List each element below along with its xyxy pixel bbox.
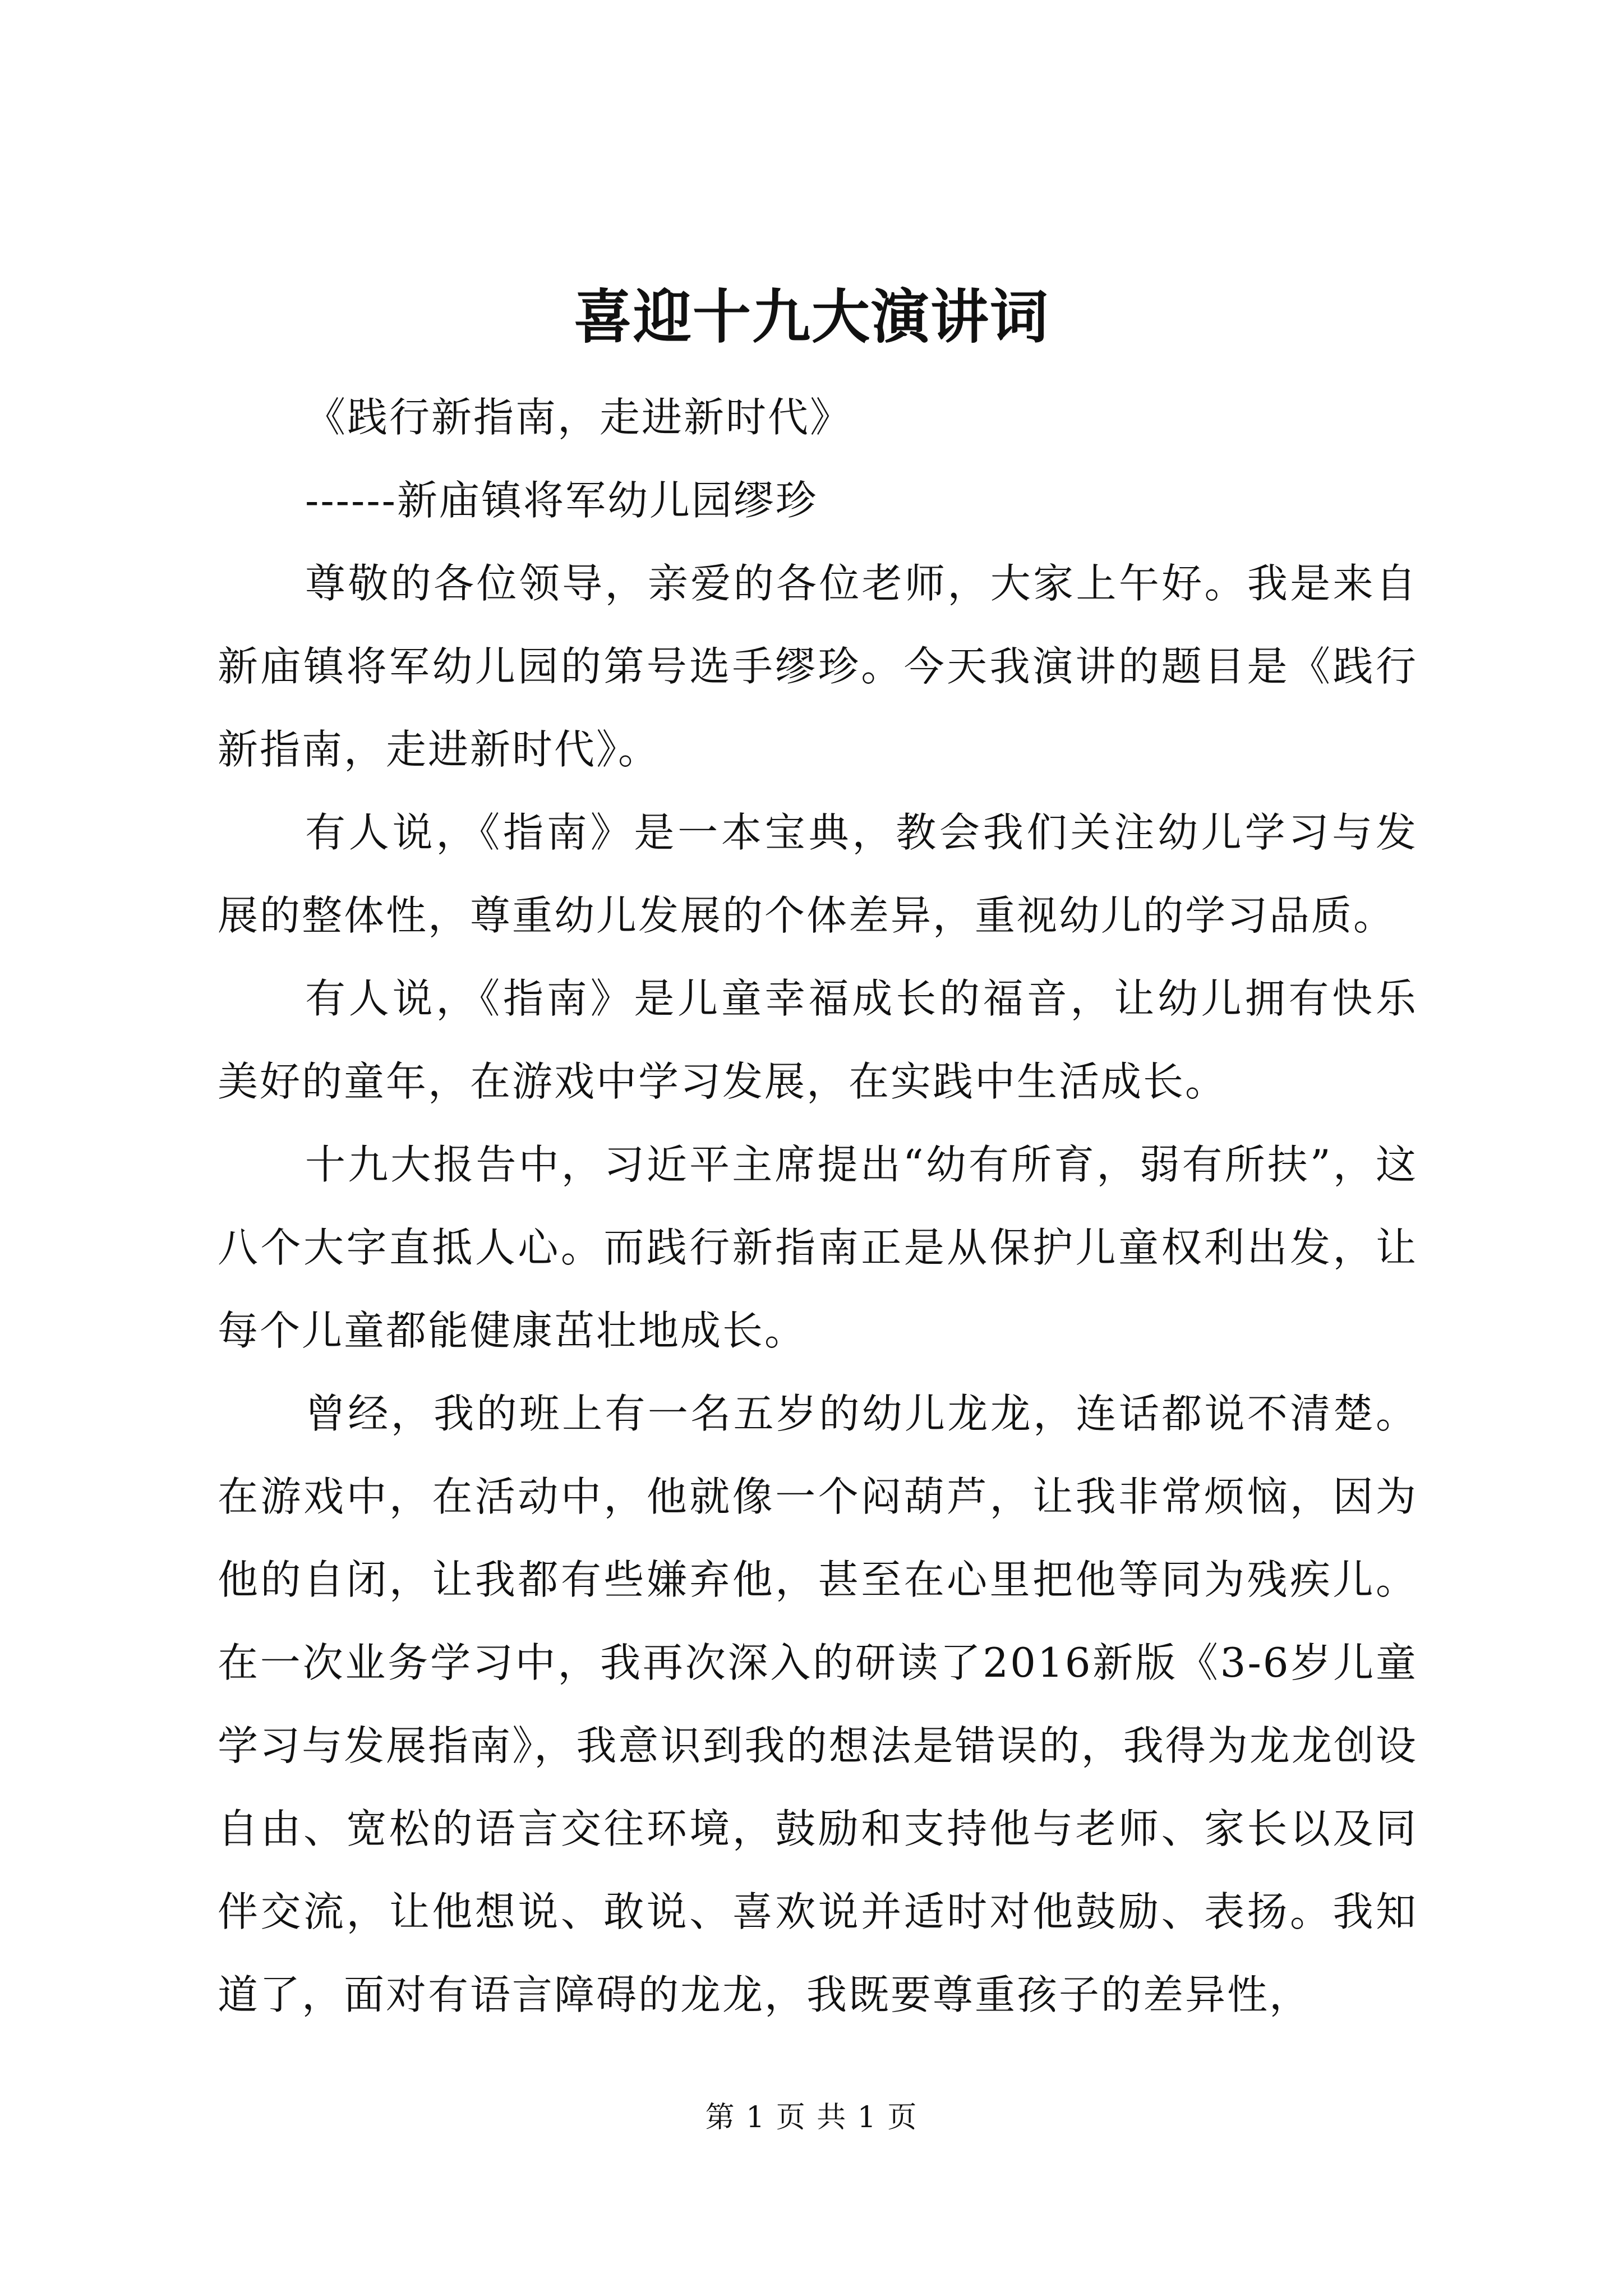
document-title: 喜迎十九大演讲词	[573, 282, 1049, 351]
paragraph-longlong-story: 曾经，我的班上有一名五岁的幼儿龙龙，连话都说不清楚。在游戏中，在活动中，他就像一个闷葫芦，让我非常烦恼，因为他的自闭，让我都有些嫌弃他，甚至在心里把他等同为残疾儿。在一次业务学习中，我再次深入的研读了2016新版《3-6岁儿童学习与发展指南》，我意识到我的想法是错误的，我得为龙龙创设自由、宽松的语言交往环境，鼓励和支持他与老师、家长以及同伴交流，让他想说、敢说、喜欢说并适时对他鼓励、表扬。我知道了，面对有语言障碍的龙龙，我既要尊重孩子的差异性，	[218, 1390, 1418, 2018]
speech-byline: ------新庙镇将军幼儿园缪珍	[305, 477, 818, 524]
paragraph-greeting: 尊敬的各位领导，亲爱的各位老师，大家上午好。我是来自新庙镇将军幼儿园的第号选手缪珍。今天我演讲的题目是《践行新指南，走进新时代》。	[218, 560, 1418, 773]
paragraph-congress-report: 十九大报告中，习近平主席提出“幼有所育，弱有所扶”，这八个大字直抵人心。而践行新指南正是从保护儿童权利出发，让每个儿童都能健康茁壮地成长。	[218, 1141, 1418, 1354]
speech-subtitle: 《践行新指南，走进新时代》	[305, 394, 852, 441]
paragraph-guide-treasure: 有人说，《指南》是一本宝典，教会我们关注幼儿学习与发展的整体性，尊重幼儿发展的个体差异，重视幼儿的学习品质。	[218, 809, 1418, 939]
document-body	[218, 376, 1418, 2036]
paragraph-guide-gospel: 有人说，《指南》是儿童幸福成长的福音，让幼儿拥有快乐美好的童年，在游戏中学习发展，在实践中生活成长。	[218, 975, 1418, 1105]
page-number-footer: 第 1 页 共 1 页	[705, 2101, 918, 2134]
